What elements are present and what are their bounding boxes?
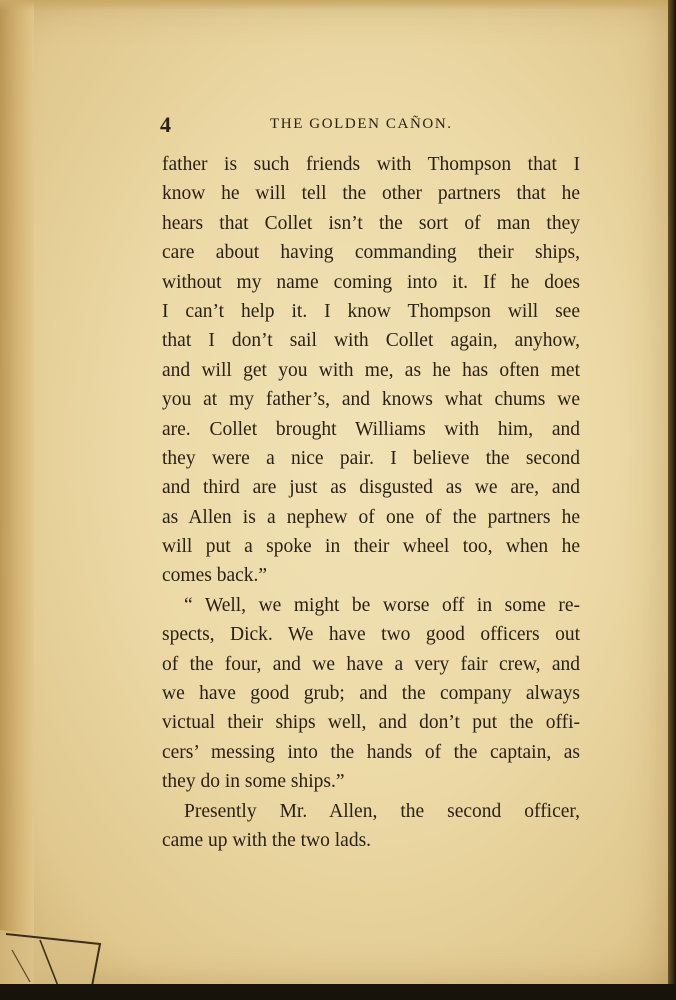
text-line: and will get you with me, as he has often met bbox=[162, 359, 580, 381]
text-line: comes back.” bbox=[162, 565, 268, 587]
page-top-edge bbox=[0, 0, 668, 10]
running-title: THE GOLDEN CAÑON. bbox=[270, 116, 453, 132]
text-line: of the four, and we have a very fair crew, and bbox=[162, 653, 580, 675]
text-line: are. Collet brought Williams with him, and bbox=[162, 418, 580, 440]
text-line: Presently Mr. Allen, the second officer, bbox=[184, 800, 580, 822]
text-line: as Allen is a nephew of one of the partners he bbox=[162, 506, 580, 528]
text-line: we have good grub; and the company always bbox=[162, 683, 580, 705]
text-line: you at my father’s, and knows what chums we bbox=[162, 389, 580, 411]
text-line: I can’t help it. I know Thompson will see bbox=[162, 300, 580, 322]
text-line: they do in some ships.” bbox=[162, 771, 345, 793]
text-line: care about having commanding their ships, bbox=[162, 242, 580, 264]
page-spine-shadow bbox=[0, 0, 34, 988]
text-line: without my name coming into it. If he does bbox=[162, 271, 580, 293]
text-line: spects, Dick. We have two good officers out bbox=[162, 624, 580, 646]
text-line: victual their ships well, and don’t put the offi- bbox=[162, 712, 580, 734]
body-text bbox=[162, 150, 580, 855]
text-line: know he will tell the other partners that he bbox=[162, 183, 580, 205]
text-line: will put a spoke in their wheel too, when he bbox=[162, 536, 580, 558]
text-line: cers’ messing into the hands of the captain, as bbox=[162, 741, 580, 763]
text-line: they were a nice pair. I believe the second bbox=[162, 447, 580, 469]
text-line: that I don’t sail with Collet again, anyhow, bbox=[162, 330, 580, 352]
running-header bbox=[160, 112, 580, 142]
text-line: hears that Collet isn’t the sort of man they bbox=[162, 212, 580, 234]
text-line: came up with the two lads. bbox=[162, 829, 372, 851]
torn-corner-decoration bbox=[0, 920, 110, 988]
page-number: 4 bbox=[160, 112, 171, 137]
text-line: father is such friends with Thompson that I bbox=[162, 154, 580, 175]
text-line: and third are just as disgusted as we are, and bbox=[162, 477, 580, 499]
text-line: “ Well, we might be worse off in some re- bbox=[184, 594, 580, 616]
right-edge-shadow bbox=[668, 0, 676, 1000]
bottom-edge-shadow bbox=[0, 984, 676, 1000]
